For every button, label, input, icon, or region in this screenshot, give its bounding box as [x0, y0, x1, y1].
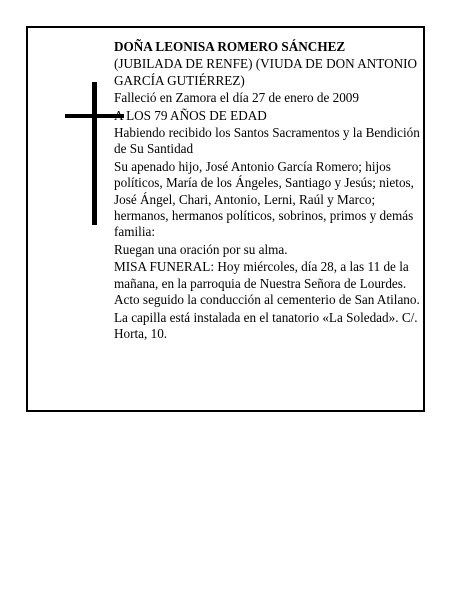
cross-icon: [92, 82, 97, 225]
death-date: Falleció en Zamora el día 27 de enero de 2009: [114, 90, 359, 106]
chapel-location: La capilla está instalada en el tanatorio «La Soledad». C/. Horta, 10.: [114, 309, 418, 341]
prayer-request: Ruegan una oración por su alma.: [114, 241, 288, 257]
obituary-text: [114, 39, 422, 343]
age-at-death: A LOS 79 AÑOS DE EDAD: [114, 107, 267, 123]
family-list: Su apenado hijo, José Antonio García Romero; hijos políticos, María de los Ángeles, Santiago y Jesús; nietos, José Ángel, Chari, Antonio, Lerni, Raúl y Marco; hermanos, hermanos políticos, sobrinos, primos y demás familia:: [114, 158, 414, 240]
deceased-name: DOÑA LEONISA ROMERO SÁNCHEZ: [114, 39, 346, 54]
funeral-mass-info: MISA FUNERAL: Hoy miércoles, día 28, a las 11 de la mañana, en la parroquia de Nuestra Señora de Lourdes. Acto seguido la conducción al cementerio de San Atilano.: [114, 259, 420, 308]
sacraments-line: Habiendo recibido los Santos Sacramentos y la Bendición de Su Santidad: [114, 125, 420, 157]
retirement-widow-info: (JUBILADA DE RENFE) (VIUDA DE DON ANTONIO GARCÍA GUTIÉRREZ): [114, 56, 418, 88]
